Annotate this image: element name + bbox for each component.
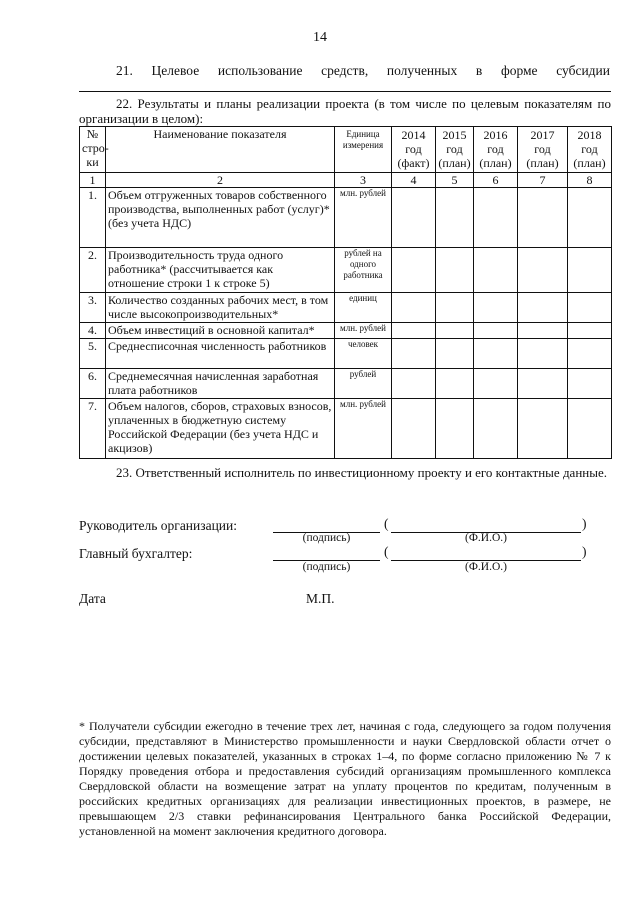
row-number: 7. bbox=[80, 399, 106, 459]
indicator-unit: единиц bbox=[335, 293, 392, 323]
value-cell[interactable] bbox=[518, 369, 568, 399]
column-numbers-row bbox=[80, 173, 612, 188]
open-paren: ( bbox=[384, 544, 389, 559]
value-cell[interactable] bbox=[436, 399, 474, 459]
table-row bbox=[80, 323, 612, 339]
table-row bbox=[80, 293, 612, 323]
value-cell[interactable] bbox=[568, 248, 612, 293]
value-cell[interactable] bbox=[436, 248, 474, 293]
indicator-name: Среднемесячная начисленная заработная плата работников bbox=[106, 369, 335, 399]
indicator-unit: рублей bbox=[335, 369, 392, 399]
date-label: Дата bbox=[79, 591, 106, 606]
header-year-2017: 2017 год (план) bbox=[518, 127, 568, 173]
footnote: * Получатели субсидии ежегодно в течение трех лет, начиная с года, следующего за годом получения субсидии, представляют в Министерство промышленности и науки Свердловской области отчет о достижении целевых показателей, указанных в строках 1–4, по форме согласно приложению № 7 к Порядку проведения отбора и предоставления субсидий организациям промышленного комплекса Свердловской области на возмещение затрат на уплату процентов по кредитам, полученным в российских кредитных организациях для реализации инвестиционных проектов, в размере, не превышающем 2/3 ставки рефинансирования Центрального банка Российской Федерации, установленной на момент заключения кредитного договора. bbox=[79, 719, 611, 838]
value-cell[interactable] bbox=[392, 369, 436, 399]
header-row-number: № стро-ки bbox=[80, 127, 106, 173]
col-number: 4 bbox=[392, 173, 436, 188]
value-cell[interactable] bbox=[392, 399, 436, 459]
indicator-name: Объем инвестиций в основной капитал* bbox=[106, 323, 335, 339]
indicator-name: Объем налогов, сборов, страховых взносов, уплаченных в бюджетную систему Российской Федерации (без учета НДС и акцизов) bbox=[106, 399, 335, 459]
value-cell[interactable] bbox=[392, 248, 436, 293]
value-cell[interactable] bbox=[518, 323, 568, 339]
fio-caption: (Ф.И.О.) bbox=[465, 561, 507, 573]
header-unit: Единица измерения bbox=[335, 127, 392, 173]
value-cell[interactable] bbox=[474, 339, 518, 369]
item-23-text: 23. Ответственный исполнитель по инвестиционному проекту и его контактные данные. bbox=[116, 465, 607, 480]
close-paren: ) bbox=[582, 516, 587, 531]
table-row bbox=[80, 369, 612, 399]
value-cell[interactable] bbox=[474, 188, 518, 248]
col-number: 7 bbox=[518, 173, 568, 188]
col-number: 8 bbox=[568, 173, 612, 188]
value-cell[interactable] bbox=[568, 188, 612, 248]
header-year-2018: 2018 год (план) bbox=[568, 127, 612, 173]
row-number: 3. bbox=[80, 293, 106, 323]
value-cell[interactable] bbox=[436, 323, 474, 339]
header-year-2014: 2014 год (факт) bbox=[392, 127, 436, 173]
col-number: 1 bbox=[80, 173, 106, 188]
value-cell[interactable] bbox=[518, 293, 568, 323]
open-paren: ( bbox=[384, 516, 389, 531]
signature-caption: (подпись) bbox=[302, 561, 351, 573]
indicator-unit: млн. рублей bbox=[335, 399, 392, 459]
value-cell[interactable] bbox=[392, 188, 436, 248]
indicator-unit: человек bbox=[335, 339, 392, 369]
row-number: 2. bbox=[80, 248, 106, 293]
row-number: 5. bbox=[80, 339, 106, 369]
col-number: 5 bbox=[436, 173, 474, 188]
close-paren: ) bbox=[582, 544, 587, 559]
col-number: 3 bbox=[335, 173, 392, 188]
value-cell[interactable] bbox=[568, 339, 612, 369]
value-cell[interactable] bbox=[518, 399, 568, 459]
accountant-label: Главный бухгалтер: bbox=[79, 546, 193, 561]
header-indicator-name: Наименование показателя bbox=[106, 127, 335, 173]
value-cell[interactable] bbox=[568, 293, 612, 323]
value-cell[interactable] bbox=[518, 188, 568, 248]
page-number: 14 bbox=[313, 30, 327, 45]
header-year-2016: 2016 год (план) bbox=[474, 127, 518, 173]
table-row bbox=[80, 339, 612, 369]
col-number: 2 bbox=[106, 173, 335, 188]
table-row bbox=[80, 248, 612, 293]
value-cell[interactable] bbox=[568, 323, 612, 339]
header-year-2015: 2015 год (план) bbox=[436, 127, 474, 173]
value-cell[interactable] bbox=[568, 369, 612, 399]
head-label: Руководитель организации: bbox=[79, 518, 238, 533]
indicator-unit: рублей на одного работника bbox=[335, 248, 392, 293]
item-22-text: 22. Результаты и планы реализации проекта (в том числе по целевым показателям по организации в целом): bbox=[79, 96, 611, 126]
value-cell[interactable] bbox=[392, 293, 436, 323]
indicator-name: Объем отгруженных товаров собственного производства, выполненных работ (услуг)* (без учета НДС) bbox=[106, 188, 335, 248]
indicator-name: Количество созданных рабочих мест, в том числе высокопроизводительных* bbox=[106, 293, 335, 323]
indicators-table bbox=[79, 126, 612, 459]
stamp-label: М.П. bbox=[306, 591, 335, 606]
value-cell[interactable] bbox=[568, 399, 612, 459]
value-cell[interactable] bbox=[518, 248, 568, 293]
value-cell[interactable] bbox=[474, 248, 518, 293]
signature-caption: (подпись) bbox=[302, 532, 351, 544]
blank-line bbox=[79, 91, 611, 92]
col-number: 6 bbox=[474, 173, 518, 188]
indicator-name: Производительность труда одного работника* (рассчитывается как отношение строки 1 к строке 5) bbox=[106, 248, 335, 293]
value-cell[interactable] bbox=[436, 339, 474, 369]
value-cell[interactable] bbox=[392, 339, 436, 369]
row-number: 4. bbox=[80, 323, 106, 339]
fio-caption: (Ф.И.О.) bbox=[465, 532, 507, 544]
value-cell[interactable] bbox=[474, 399, 518, 459]
indicator-unit: млн. рублей bbox=[335, 188, 392, 248]
value-cell[interactable] bbox=[436, 188, 474, 248]
value-cell[interactable] bbox=[474, 323, 518, 339]
value-cell[interactable] bbox=[474, 369, 518, 399]
table-header-row bbox=[80, 127, 612, 173]
value-cell[interactable] bbox=[392, 323, 436, 339]
value-cell[interactable] bbox=[474, 293, 518, 323]
row-number: 6. bbox=[80, 369, 106, 399]
table-row bbox=[80, 399, 612, 459]
row-number: 1. bbox=[80, 188, 106, 248]
value-cell[interactable] bbox=[436, 369, 474, 399]
indicator-unit: млн. рублей bbox=[335, 323, 392, 339]
item-21-text: 21. Целевое использование средств, полученных в форме субсидии bbox=[116, 63, 610, 78]
indicator-name: Среднесписочная численность работников bbox=[106, 339, 335, 369]
value-cell[interactable] bbox=[518, 339, 568, 369]
table-row bbox=[80, 188, 612, 248]
value-cell[interactable] bbox=[436, 293, 474, 323]
